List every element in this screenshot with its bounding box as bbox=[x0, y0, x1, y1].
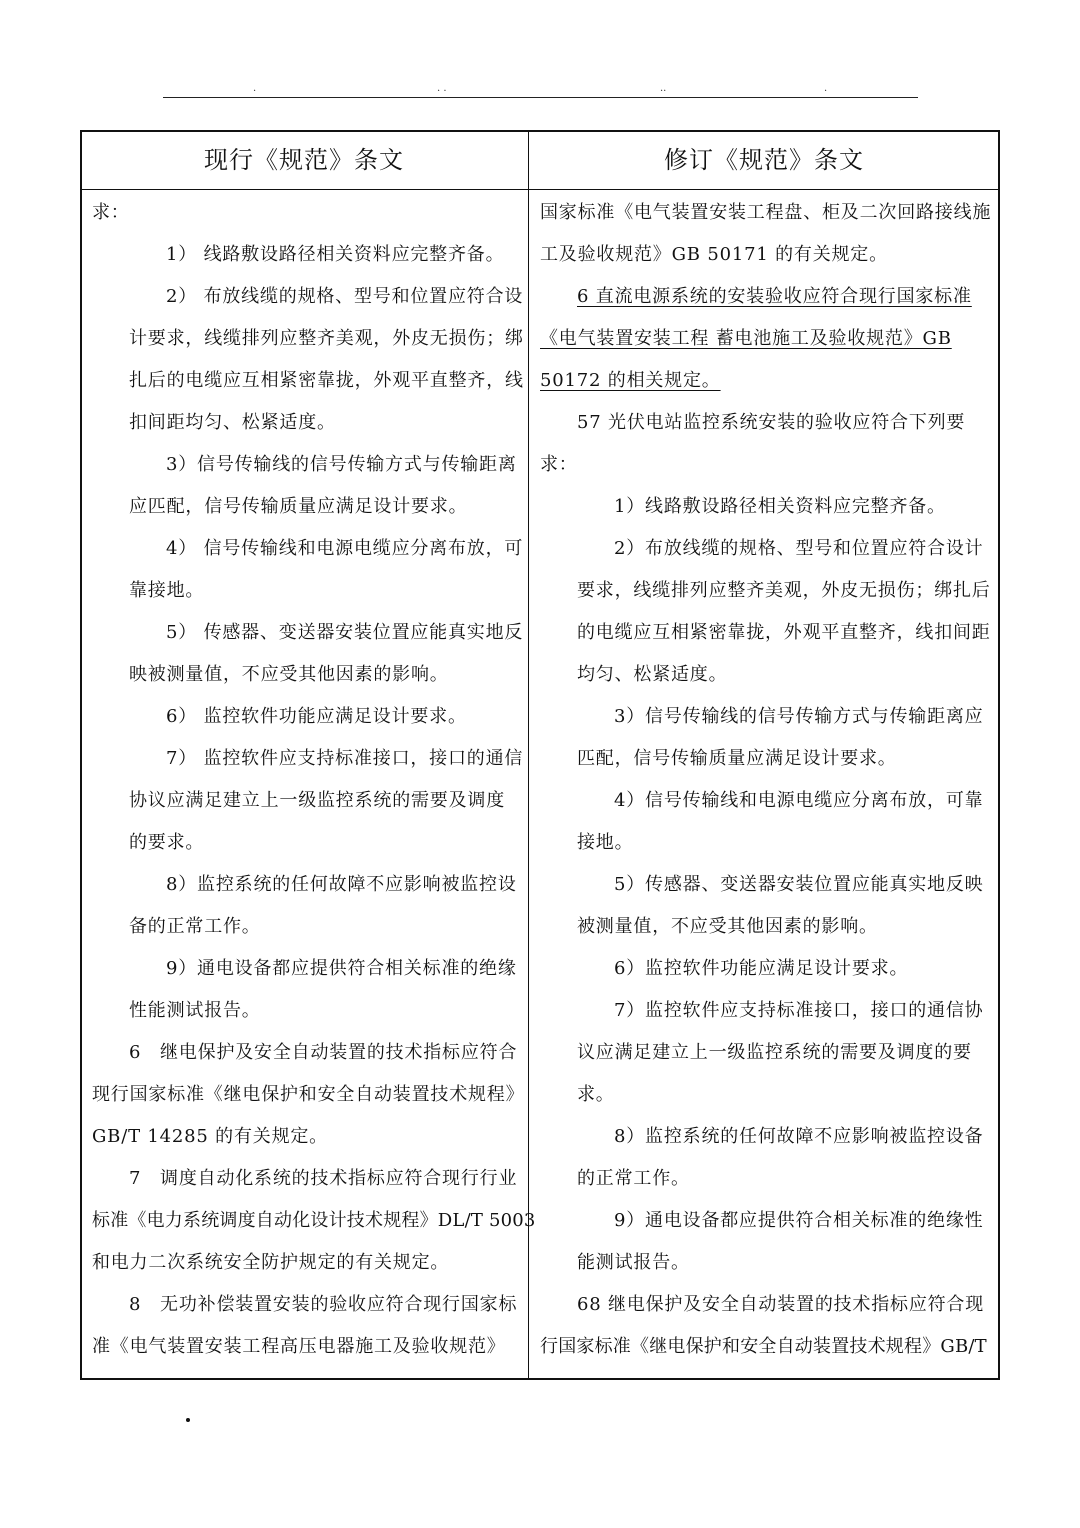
text-line: 应匹配，信号传输质量应满足设计要求。 bbox=[129, 496, 468, 517]
column-divider bbox=[528, 130, 529, 1380]
added-text-line: 50172 的相关规定。 bbox=[540, 370, 721, 391]
text-line: 7） 监控软件应支持标准接口，接口的通信 bbox=[166, 748, 524, 769]
text-line: 接地。 bbox=[577, 832, 634, 853]
text-line: 的电缆应互相紧密靠拢，外观平直整齐，线扣间距 bbox=[577, 622, 991, 643]
added-text-line: 《电气装置安装工程 蓄电池施工及验收规范》GB bbox=[540, 328, 952, 349]
text-line: 扣间距均匀、松紧适度。 bbox=[129, 412, 336, 433]
text-line: 3）信号传输线的信号传输方式与传输距离应 bbox=[614, 706, 984, 727]
text-line: 求。 bbox=[577, 1084, 615, 1105]
text-line: 协议应满足建立上一级监控系统的需要及调度 bbox=[129, 790, 505, 811]
text-line: 9）通电设备都应提供符合相关标准的绝缘性 bbox=[614, 1210, 984, 1231]
text-line: 7）监控软件应支持标准接口，接口的通信协 bbox=[614, 1000, 984, 1021]
text-line: 6 继电保护及安全自动装置的技术指标应符合 bbox=[129, 1042, 518, 1063]
text-line: 68 继电保护及安全自动装置的技术指标应符合现 bbox=[577, 1294, 985, 1315]
text-line: 映被测量值，不应受其他因素的影响。 bbox=[129, 664, 449, 685]
footer-dot bbox=[186, 1418, 190, 1422]
text-line: 4）信号传输线和电源电缆应分离布放，可靠 bbox=[614, 790, 984, 811]
text-line: 4） 信号传输线和电源电缆应分离布放，可 bbox=[166, 538, 524, 559]
text-line: 5） 传感器、变送器安装位置应能真实地反 bbox=[166, 622, 524, 643]
text-line: 3）信号传输线的信号传输方式与传输距离 bbox=[166, 454, 517, 475]
added-text-line: 6 直流电源系统的安装验收应符合现行国家标准 bbox=[577, 286, 972, 307]
text-line: 的正常工作。 bbox=[577, 1168, 690, 1189]
text-line: 求： bbox=[92, 202, 130, 223]
text-line: 和电力二次系统安全防护规定的有关规定。 bbox=[92, 1252, 450, 1273]
text-line: 工及验收规范》GB 50171 的有关规定。 bbox=[540, 244, 888, 265]
text-line: 现行国家标准《继电保护和安全自动装置技术规程》 bbox=[92, 1084, 525, 1105]
text-line: 均匀、松紧适度。 bbox=[577, 664, 728, 685]
text-line: 行国家标准《继电保护和安全自动装置技术规程》GB/T bbox=[540, 1336, 987, 1357]
header-dot: . bbox=[253, 83, 257, 94]
text-line: 被测量值，不应受其他因素的影响。 bbox=[577, 916, 878, 937]
text-line: 9）通电设备都应提供符合相关标准的绝缘 bbox=[166, 958, 517, 979]
text-line: 备的正常工作。 bbox=[129, 916, 261, 937]
text-line: 标准《电力系统调度自动化设计技术规程》DL/T 5003 bbox=[92, 1210, 536, 1231]
text-line: 国家标准《电气装置安装工程盘、柜及二次回路接线施 bbox=[540, 202, 992, 223]
table-header-row bbox=[80, 130, 1000, 190]
text-line: 8）监控系统的任何故障不应影响被监控设备 bbox=[614, 1126, 984, 1147]
text-line: 8）监控系统的任何故障不应影响被监控设 bbox=[166, 874, 517, 895]
text-line: 议应满足建立上一级监控系统的需要及调度的要 bbox=[577, 1042, 972, 1063]
header-dot: . bbox=[824, 83, 828, 94]
text-line: GB/T 14285 的有关规定。 bbox=[92, 1126, 328, 1147]
header-dot: . . bbox=[437, 83, 447, 94]
text-line: 计要求，线缆排列应整齐美观，外皮无损伤；绑 bbox=[129, 328, 524, 349]
text-line: 57 光伏电站监控系统安装的验收应符合下列要 bbox=[577, 412, 966, 433]
text-line: 1） 线路敷设路径相关资料应完整齐备。 bbox=[166, 244, 505, 265]
text-line: 2） 布放线缆的规格、型号和位置应符合设 bbox=[166, 286, 524, 307]
text-line: 6） 监控软件功能应满足设计要求。 bbox=[166, 706, 467, 727]
text-line: 匹配，信号传输质量应满足设计要求。 bbox=[577, 748, 897, 769]
left-column-title: 现行《规范》条文 bbox=[204, 146, 404, 174]
text-line: 5）传感器、变送器安装位置应能真实地反映 bbox=[614, 874, 984, 895]
header-rule bbox=[163, 97, 918, 98]
text-line: 8 无功补偿装置安装的验收应符合现行国家标 bbox=[129, 1294, 518, 1315]
text-line: 能测试报告。 bbox=[577, 1252, 690, 1273]
text-line: 求： bbox=[540, 454, 578, 475]
right-column-title: 修订《规范》条文 bbox=[664, 146, 864, 174]
text-line: 扎后的电缆应互相紧密靠拢，外观平直整齐，线 bbox=[129, 370, 524, 391]
text-line: 2）布放线缆的规格、型号和位置应符合设计 bbox=[614, 538, 984, 559]
text-line: 1）线路敷设路径相关资料应完整齐备。 bbox=[614, 496, 946, 517]
header-dot: .. bbox=[660, 83, 667, 94]
text-line: 性能测试报告。 bbox=[129, 1000, 261, 1021]
text-line: 准《电气装置安装工程高压电器施工及验收规范》 bbox=[92, 1336, 506, 1357]
text-line: 的要求。 bbox=[129, 832, 205, 853]
text-line: 要求，线缆排列应整齐美观，外皮无损伤；绑扎后 bbox=[577, 580, 991, 601]
text-line: 靠接地。 bbox=[129, 580, 205, 601]
text-line: 7 调度自动化系统的技术指标应符合现行行业 bbox=[129, 1168, 518, 1189]
text-line: 6）监控软件功能应满足设计要求。 bbox=[614, 958, 909, 979]
